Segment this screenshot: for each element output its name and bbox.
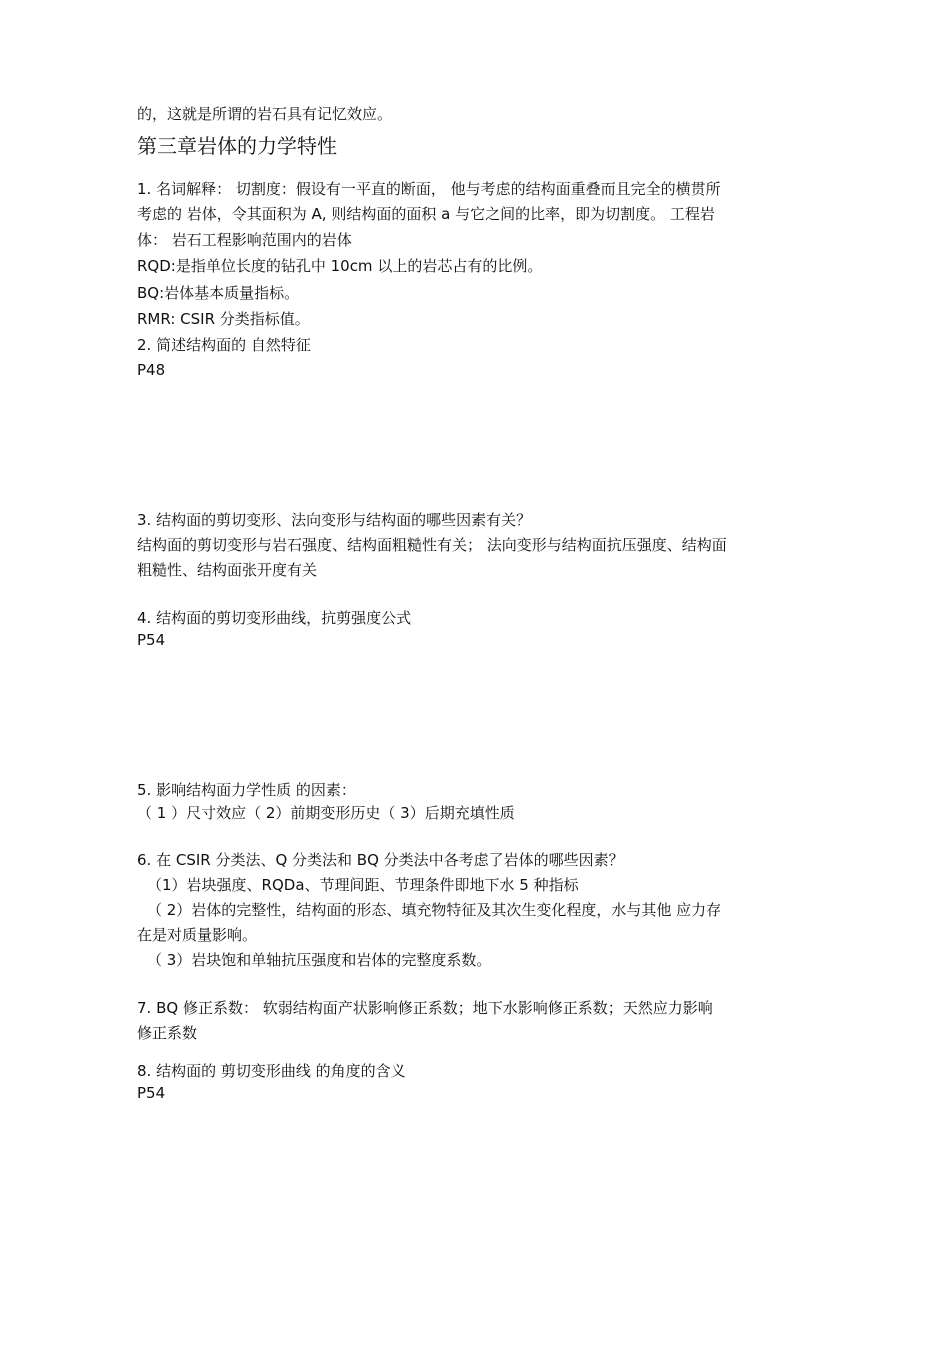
- q1-line-3: 体： 岩石工程影响范围内的岩体: [137, 231, 352, 249]
- q8-answer: P54: [137, 1084, 166, 1102]
- q5-answer: （ 1 ）尺寸效应（ 2）前期变形历史（ 3）后期充填性质: [137, 804, 515, 822]
- q1-rmr-definition: RMR: CSIR 分类指标值。: [137, 310, 310, 328]
- q3-question: 3. 结构面的剪切变形、法向变形与结构面的哪些因素有关？: [137, 511, 532, 529]
- q5-question: 5. 影响结构面力学性质 的因素：: [137, 781, 356, 799]
- q6-item-3: （ 3）岩块饱和单轴抗压强度和岩体的完整度系数。: [147, 951, 492, 969]
- q8-question: 8. 结构面的 剪切变形曲线 的角度的含义: [137, 1062, 406, 1080]
- q1-bq-definition: BQ:岩体基本质量指标。: [137, 284, 300, 302]
- q6-item-1: （1）岩块强度、RQDa、节理间距、节理条件即地下水 5 种指标: [147, 876, 579, 894]
- q1-rqd-definition: RQD:是指单位长度的钻孔中 10cm 以上的岩芯占有的比例。: [137, 257, 543, 275]
- chapter-title: 第三章岩体的力学特性: [137, 134, 337, 158]
- q4-answer: P54: [137, 631, 166, 649]
- q6-question: 6. 在 CSIR 分类法、Q 分类法和 BQ 分类法中各考虑了岩体的哪些因素？: [137, 851, 624, 869]
- q3-answer-line-2: 粗糙性、结构面张开度有关: [137, 561, 318, 579]
- q7-line-1: 7. BQ 修正系数： 软弱结构面产状影响修正系数；地下水影响修正系数；天然应力影响: [137, 999, 713, 1017]
- q4-question: 4. 结构面的剪切变形曲线，抗剪强度公式: [137, 609, 412, 627]
- q6-item-2-line-1: （ 2）岩体的完整性，结构面的形态、填充物特征及其次生变化程度，水与其他 应力存: [147, 901, 722, 919]
- q2-question: 2. 简述结构面的 自然特征: [137, 336, 311, 354]
- q1-line-1: 1. 名词解释： 切割度：假设有一平直的断面， 他与考虑的结构面重叠而且完全的横贯所: [137, 180, 721, 198]
- intro-line: 的，这就是所谓的岩石具有记忆效应。: [137, 105, 393, 123]
- q3-answer-line-1: 结构面的剪切变形与岩石强度、结构面粗糙性有关； 法向变形与结构面抗压强度、结构面: [137, 536, 727, 554]
- q6-item-2-line-2: 在是对质量影响。: [137, 926, 258, 944]
- q2-answer: P48: [137, 361, 166, 379]
- q7-line-2: 修正系数: [137, 1024, 198, 1042]
- q1-line-2: 考虑的 岩体，令其面积为 A, 则结构面的面积 a 与它之间的比率，即为切割度。 工程岩: [137, 205, 715, 223]
